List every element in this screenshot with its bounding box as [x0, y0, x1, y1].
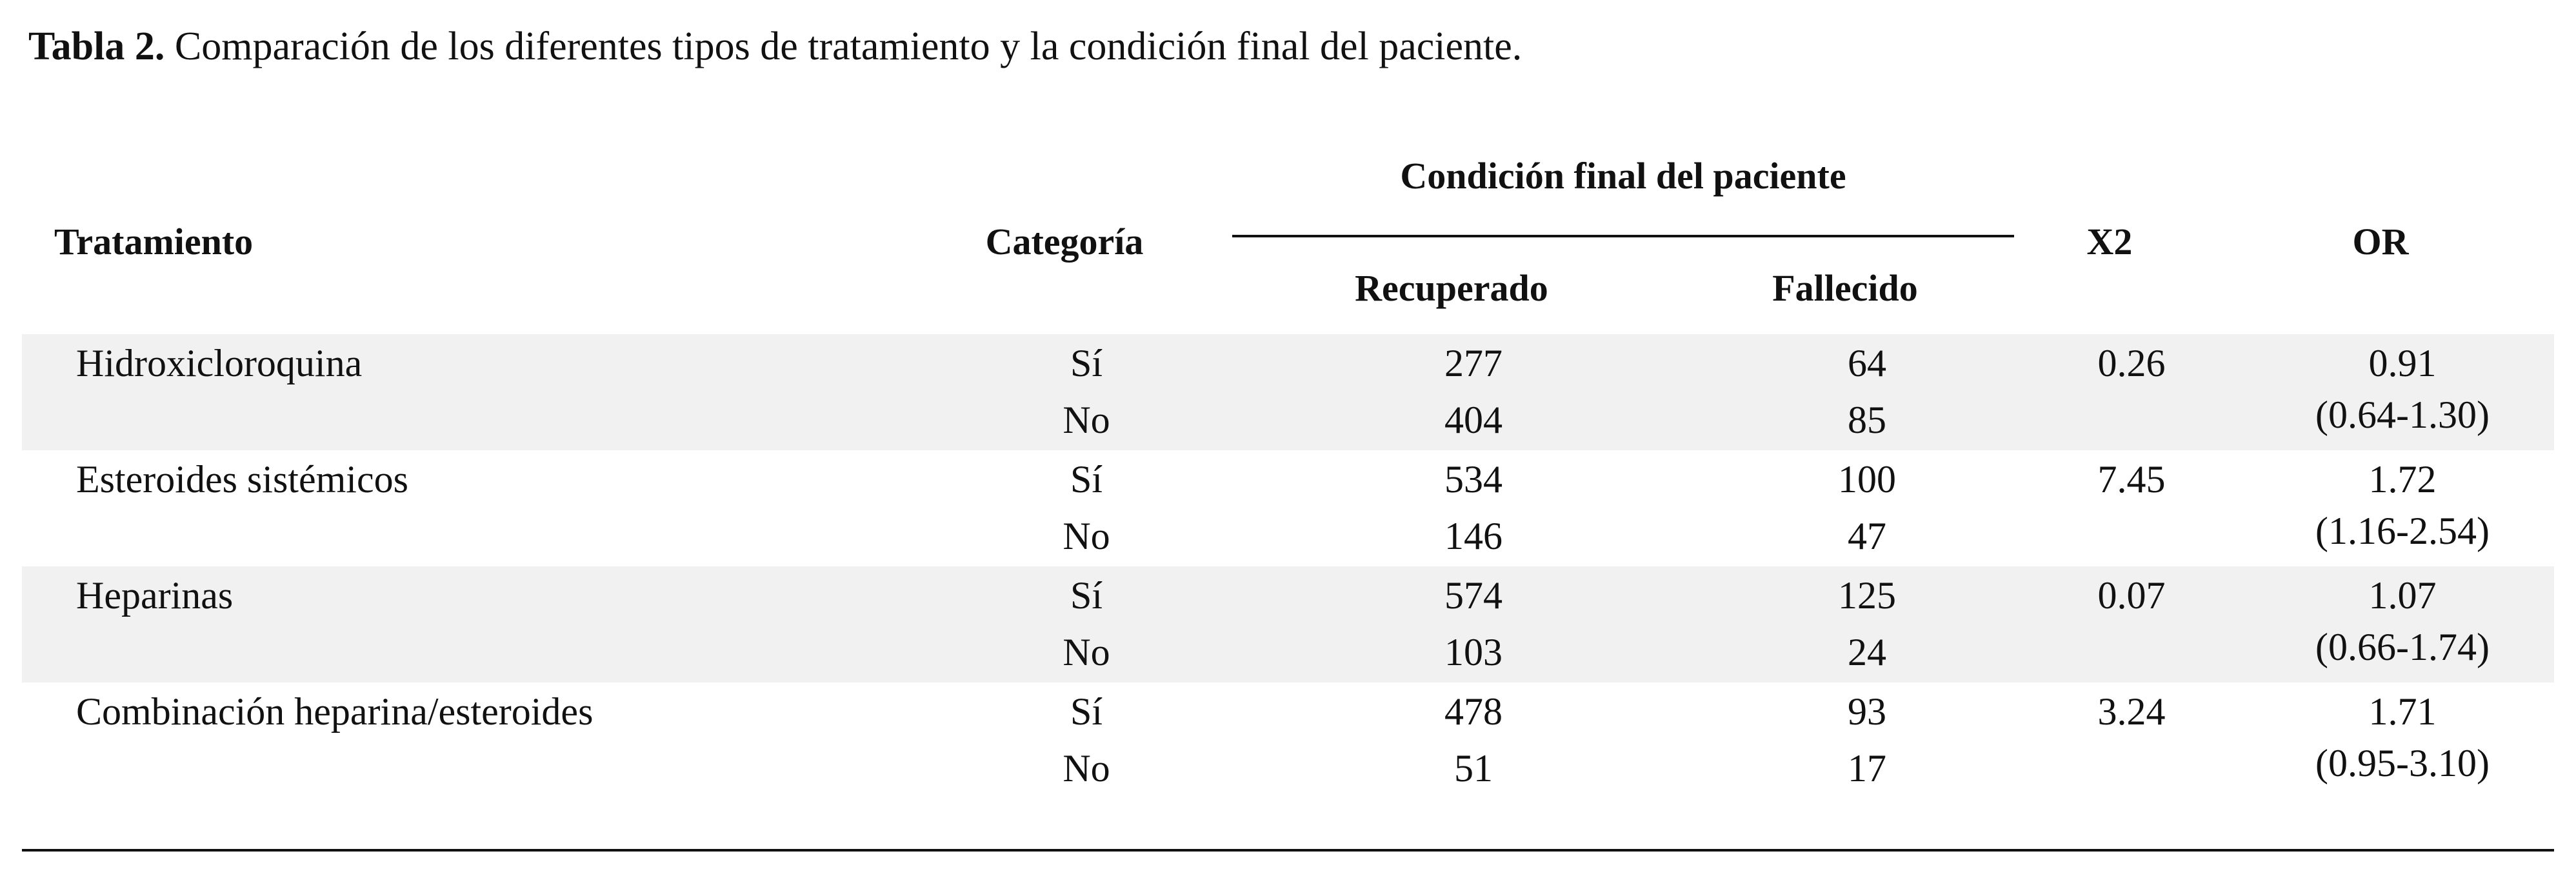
or-value: 1.71: [2368, 690, 2437, 733]
category-si: Sí: [1070, 458, 1103, 501]
recuperado-no: 51: [1454, 747, 1493, 790]
header-categoria: Categoría: [985, 221, 1144, 263]
or-confidence-interval: (0.64-1.30): [2315, 394, 2490, 436]
fallecido-no: 24: [1848, 631, 1886, 673]
header-recuperado: Recuperado: [1355, 267, 1548, 309]
header-condicion-final: Condición final del paciente: [1400, 155, 1846, 197]
treatment-name: Heparinas: [76, 574, 234, 617]
category-si: Sí: [1070, 574, 1103, 617]
recuperado-si: 534: [1444, 458, 1503, 501]
category-si: Sí: [1070, 690, 1103, 733]
recuperado-no: 146: [1444, 515, 1503, 557]
table-caption: [28, 21, 1522, 72]
recuperado-no: 103: [1444, 631, 1503, 673]
fallecido-si: 93: [1848, 690, 1886, 733]
fallecido-no: 17: [1848, 747, 1886, 790]
or-confidence-interval: (0.95-3.10): [2315, 742, 2490, 784]
category-no: No: [1063, 631, 1110, 673]
or-value: 1.72: [2368, 458, 2437, 501]
or-value: 0.91: [2368, 342, 2437, 384]
treatment-name: Combinación heparina/esteroides: [76, 690, 594, 733]
x2-value: 0.26: [2097, 342, 2166, 384]
header-group-rule: [1232, 235, 2014, 237]
or-value: 1.07: [2368, 574, 2437, 617]
x2-value: 3.24: [2097, 690, 2166, 733]
caption-label: Tabla 2.: [28, 25, 165, 68]
recuperado-si: 277: [1444, 342, 1503, 384]
category-no: No: [1063, 747, 1110, 790]
header-or: OR: [2352, 221, 2409, 263]
table-row-group: [22, 566, 2554, 683]
fallecido-si: 100: [1838, 458, 1896, 501]
header-x2: X2: [2086, 221, 2133, 263]
recuperado-si: 478: [1444, 690, 1503, 733]
category-si: Sí: [1070, 342, 1103, 384]
table-bottom-rule: [22, 849, 2554, 852]
recuperado-si: 574: [1444, 574, 1503, 617]
x2-value: 7.45: [2097, 458, 2166, 501]
fallecido-si: 125: [1838, 574, 1896, 617]
fallecido-no: 47: [1848, 515, 1886, 557]
category-no: No: [1063, 515, 1110, 557]
or-confidence-interval: (1.16-2.54): [2315, 510, 2490, 552]
table-row-group: [22, 334, 2554, 450]
fallecido-no: 85: [1848, 399, 1886, 441]
table-row-group: [22, 450, 2554, 566]
recuperado-no: 404: [1444, 399, 1503, 441]
x2-value: 0.07: [2097, 574, 2166, 617]
fallecido-si: 64: [1848, 342, 1886, 384]
treatment-name: Hidroxicloroquina: [76, 342, 363, 384]
caption-text: Comparación de los diferentes tipos de tratamiento y la condición final del paciente.: [174, 25, 1523, 68]
header-tratamiento: Tratamiento: [54, 221, 254, 263]
or-confidence-interval: (0.66-1.74): [2315, 626, 2490, 668]
table-row-group: [22, 683, 2554, 799]
header-fallecido: Fallecido: [1772, 267, 1918, 309]
category-no: No: [1063, 399, 1110, 441]
treatment-name: Esteroides sistémicos: [76, 458, 408, 501]
